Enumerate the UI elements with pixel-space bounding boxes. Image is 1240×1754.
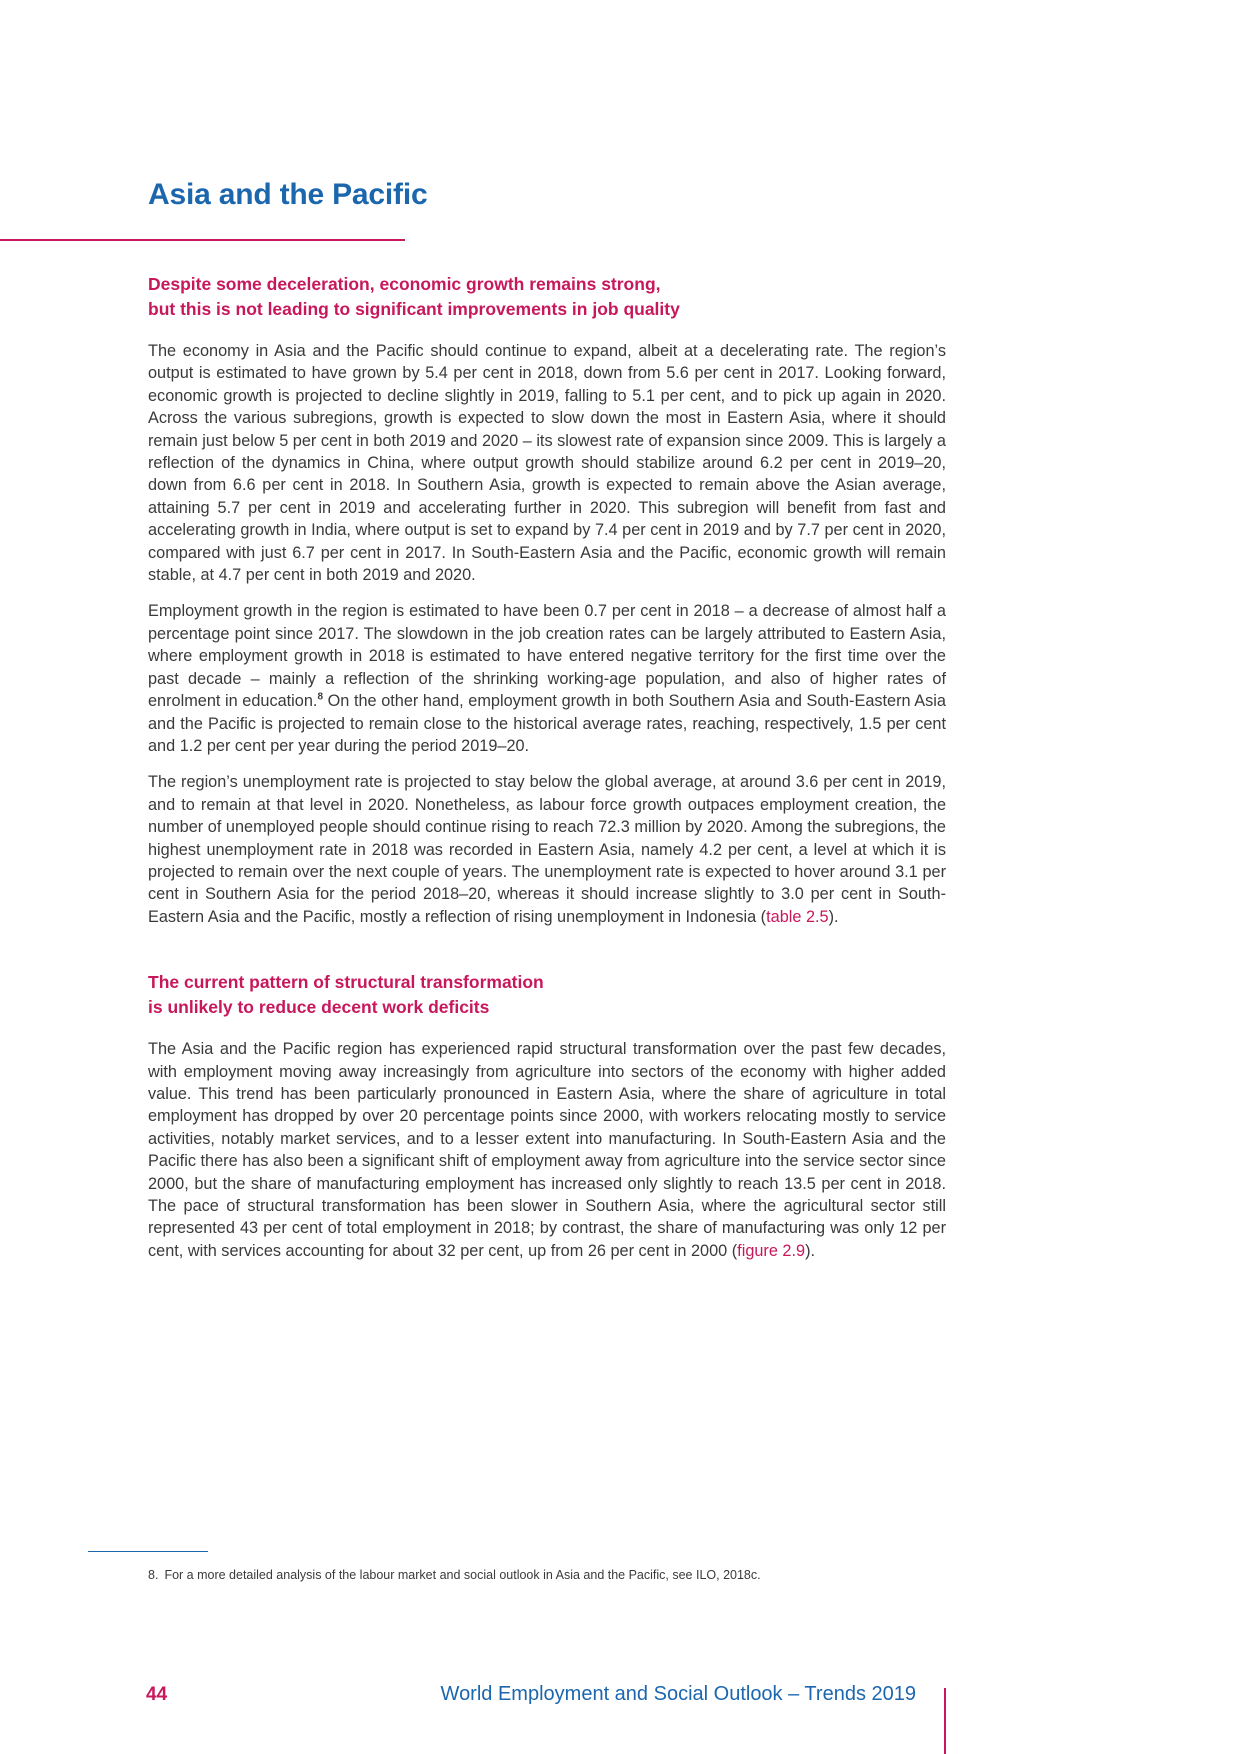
footnote-separator-rule: [88, 1551, 208, 1552]
subheading-economic-growth: [148, 272, 946, 322]
footnote-reference[interactable]: 8: [317, 691, 323, 703]
footnote: [148, 1568, 761, 1582]
main-content: [148, 272, 946, 1276]
paragraph-economic-growth: The economy in Asia and the Pacific should continue to expand, albeit at a decelerating rate. The region’s output is estimated to have grown by 5.4 per cent in 2018, down from 5.6 per cent in 2017. Looking forward, economic growth is projected to decline slightly in 2019, falling to 5.1 per cent, and to pick up again in 2020. Across the various subregions, growth is expected to slow down the most in Eastern Asia, where it should remain just below 5 per cent in both 2019 and 2020 – its slowest rate of expansion since 2009. This is largely a reflection of the dynamics in China, where output growth should stabilize around 6.2 per cent in 2019–20, down from 6.6 per cent in 2018. In Southern Asia, growth is expected to remain above the Asian average, attaining 5.7 per cent in 2019 and accelerating further in 2020. This subregion will benefit from fast and accelerating growth in India, where output is set to expand by 7.4 per cent in 2019 and by 7.7 per cent in 2020, compared with just 6.7 per cent in 2017. In South-Eastern Asia and the Pacific, economic growth will remain stable, at 4.7 per cent in both 2019 and 2020.: [148, 342, 946, 585]
paragraph-text: The region’s unemployment rate is projected to stay below the global average, at around 3.6 per cent in 2019, and to remain at that level in 2020. Nonetheless, as labour force growth outpaces employment creation, the number of unemployed people should continue rising to reach 72.3 million by 2020. Among the subregions, the highest unemployment rate in 2018 was recorded in Eastern Asia, namely 4.2 per cent, a level at which it is projected to remain over the next couple of years. The unemployment rate is expected to hover around 3.1 per cent in Southern Asia for the period 2018–20, whereas it should increase slightly to 3.0 per cent in South-Eastern Asia and the Pacific, mostly a reflection of rising unemployment in Indonesia (: [148, 773, 946, 926]
footer-accent-bar: [944, 1688, 946, 1754]
footnote-number: 8.: [148, 1568, 159, 1582]
subheading-structural-transformation: [148, 970, 946, 1020]
paragraph-text: The Asia and the Pacific region has experienced rapid structural transformation over the past few decades, with employment moving away increasingly from agriculture into sectors of the economy with higher added value. This trend has been particularly pronounced in Eastern Asia, where the share of agriculture in total employment has dropped by over 20 percentage points since 2000, with workers relocating mostly to service activities, notably market services, and to a lesser extent into manufacturing. In South-Eastern Asia and the Pacific there has also been a significant shift of employment away from agriculture into the service sector since 2000, but the share of manufacturing employment has increased only slightly to reach 13.5 per cent in 2018. The pace of structural transformation has been slower in Southern Asia, where the agricultural sector still represented 43 per cent of total employment in 2018; by contrast, the share of manufacturing was only 12 per cent, with services accounting for about 32 per cent, up from 26 per cent in 2000 (: [148, 1040, 946, 1260]
paragraph-structural-transformation: [148, 1038, 946, 1262]
footnote-text: For a more detailed analysis of the labour market and social outlook in Asia and the Pacific, see ILO, 2018c.: [164, 1568, 761, 1582]
paragraph-text: ).: [828, 907, 839, 926]
running-footer-title: World Employment and Social Outlook – Trends 2019: [440, 1683, 916, 1705]
subheading-line: but this is not leading to significant improvements in job quality: [148, 299, 680, 319]
section-title: Asia and the Pacific: [148, 178, 428, 211]
title-underline-rule: [0, 239, 405, 241]
table-reference-link[interactable]: table 2.5: [766, 907, 829, 926]
subheading-line: The current pattern of structural transformation: [148, 972, 544, 993]
page-number: 44: [146, 1684, 168, 1705]
paragraph-unemployment: [148, 771, 946, 928]
subheading-line: is unlikely to reduce decent work deficits: [148, 997, 490, 1018]
paragraph-text: On the other hand, employment growth in both Southern Asia and South-Eastern Asia and the Pacific is projected to remain close to the historical average rates, reaching, respectively, 1.5 per cent and 1.2 per cent per year during the period 2019–20.: [148, 692, 946, 755]
paragraph-text: Employment growth in the region is estimated to have been 0.7 per cent in 2018 – a decrease of almost half a percentage point since 2017. The slowdown in the job creation rates can be largely attributed to Eastern Asia, where employment growth in 2018 is estimated to have entered negative territory for the first time over the past decade – mainly a reflection of the shrinking working-age population, and also of higher rates of enrolment in education.: [148, 602, 946, 711]
paragraph-employment-growth: [148, 600, 946, 757]
figure-reference-link[interactable]: figure 2.9: [737, 1241, 806, 1260]
subheading-line: Despite some deceleration, economic growth remains strong,: [148, 274, 661, 294]
paragraph-text: ).: [805, 1241, 816, 1260]
